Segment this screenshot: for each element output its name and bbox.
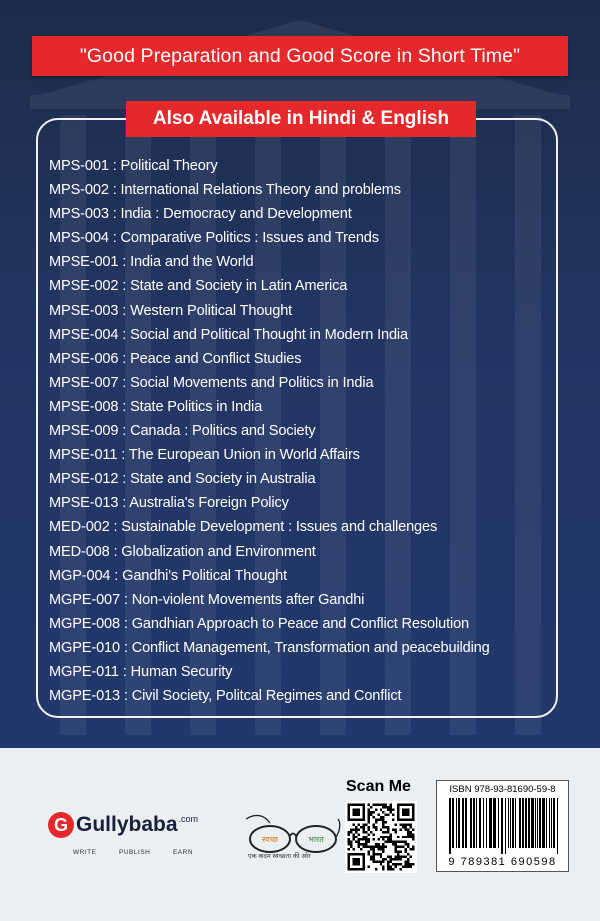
course-item: MPSE-002 : State and Society in Latin America (49, 278, 348, 295)
course-item: MGPE-008 : Gandhian Approach to Peace and Conflict Resolution (49, 615, 470, 632)
course-item: MPSE-004 : Social and Political Thought in Modern India (49, 326, 408, 343)
course-item: MPSE-006 : Peace and Conflict Studies (49, 350, 302, 367)
barcode-number: 9 789381 690598 (448, 856, 557, 868)
logo-tag-publish: PUBLISH (119, 849, 151, 856)
course-item: MED-008 : Globalization and Environment (49, 543, 316, 560)
course-item: MGPE-007 : Non-violent Movements after Gandhi (49, 591, 365, 608)
course-item: MGPE-013 : Civil Society, Politcal Regimes and Conflict (49, 688, 402, 705)
course-item: MPSE-008 : State Politics in India (49, 398, 263, 415)
course-item: MGPE-010 : Conflict Management, Transformation and peacebuilding (49, 639, 490, 656)
tagline-text: "Good Preparation and Good Score in Short Time" (79, 44, 521, 67)
gullybaba-logo (48, 812, 198, 838)
course-item: MPSE-009 : Canada : Politics and Society (49, 423, 316, 440)
course-item: MPSE-003 : Western Political Thought (49, 302, 293, 319)
qr-code (345, 801, 417, 873)
course-item: MPS-003 : India : Democracy and Development (49, 206, 352, 223)
course-item: MGPE-011 : Human Security (49, 663, 233, 680)
logo-g-icon: G (48, 812, 74, 838)
course-item: MPSE-007 : Social Movements and Politics in India (49, 374, 374, 391)
availability-text: Also Available in Hindi & English (152, 108, 450, 129)
swachh-left-word: स्वच्छ (261, 835, 279, 844)
isbn-barcode-box (436, 780, 569, 872)
availability-badge (126, 101, 476, 137)
logo-wordmark: Gullybaba (76, 813, 178, 836)
barcode (445, 798, 561, 854)
course-item: MPS-004 : Comparative Politics : Issues and Trends (49, 230, 379, 247)
course-item: MPSE-011 : The European Union in World Affairs (49, 447, 360, 464)
course-item: MPS-002 : International Relations Theory and problems (49, 182, 401, 199)
logo-taglines (73, 849, 193, 856)
course-item: MPSE-013 : Australia's Foreign Policy (49, 495, 289, 512)
course-item: MGP-004 : Gandhi's Political Thought (49, 567, 288, 584)
swachh-right-word: भारत (308, 835, 324, 844)
swachh-caption: एक कदम स्वच्छता की ओर (248, 853, 311, 860)
logo-tag-earn: EARN (172, 849, 193, 856)
course-item: MPS-001 : Political Theory (49, 158, 218, 174)
isbn-label: ISBN 978-93-81690-59-8 (449, 784, 556, 795)
course-item: MED-002 : Sustainable Development : Issues and challenges (49, 519, 438, 536)
course-item: MPSE-001 : India and the World (49, 254, 254, 271)
tagline-banner (32, 36, 568, 76)
logo-tag-write: WRITE (73, 849, 97, 856)
course-list (49, 154, 490, 708)
course-item: MPSE-012 : State and Society in Australia (49, 471, 316, 488)
logo-domain: .com (178, 814, 199, 824)
scan-me-label: Scan Me (346, 778, 411, 795)
